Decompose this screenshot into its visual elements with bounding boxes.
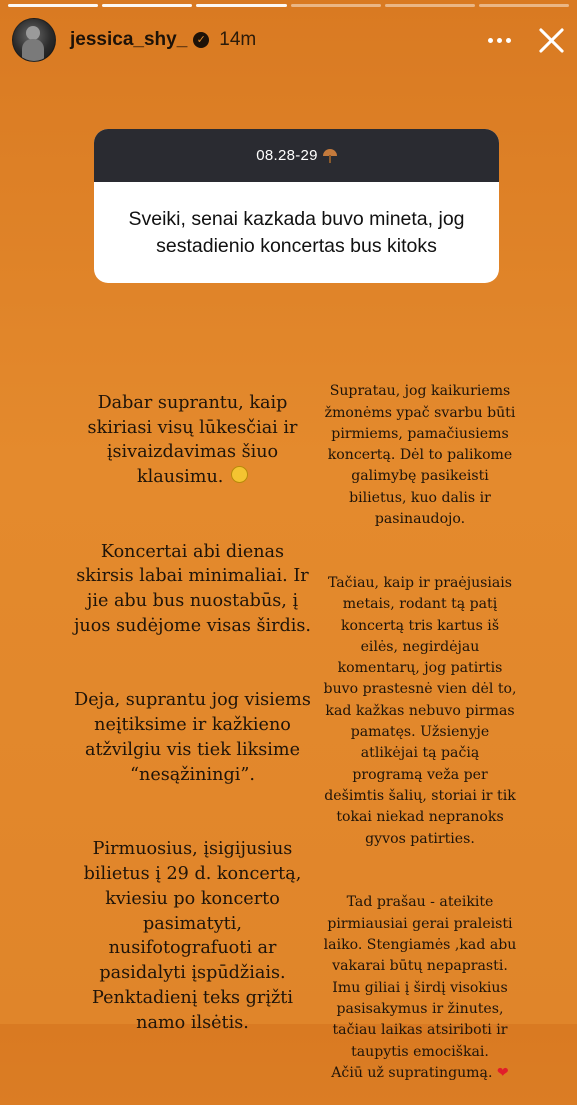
answer-paragraph: Deja, suprantu jog visiems neįtiksime ir kažkieno atžvilgiu vis tiek liksime “nesąžiningi”. (74, 690, 311, 785)
answer-left-column (70, 366, 315, 1060)
answer-paragraph: Tad prašau - ateikite pirmiausiai gerai praleisti laiko. Stengiamės ,kad abu vakarai būtų nepaprasti. Imu giliai į širdį visokius pasisakymus ir žinutes, tačiau laikas atsiriboti ir taupytis emociškai. Ačiū už supratingumą. ❤ (323, 894, 517, 1081)
heart-icon: ❤ (496, 1064, 509, 1081)
answer-paragraph: Tačiau, kaip ir praėjusiais metais, rodant tą patį koncertą tris kartus iš eilės, negirdėjau komentarų, jog patirtis buvo prastesnė vien dėl to, kad kažkas nebuvo pirmas pamatęs. Užsienyje atlikėjai tą pačią programą veža per dešimtis šalių, storiai ir tik tokai niekad nepranoks gyvos patirties. (323, 574, 517, 847)
question-header (94, 129, 499, 182)
answer-paragraph: Dabar suprantu, kaip skiriasi visų lūkesčiai ir įsivaizdavimas šiuo klausimu. (87, 392, 298, 488)
answer-paragraph: Supratau, jog kaikuriems žmonėms ypač svarbu būti pirmiems, pamačiusiems koncertą. Dėl to palikome galimybę pasikeisti bilietus, kuo dalis ir pasinaudojo. (324, 383, 516, 528)
verified-badge-icon: ✓ (193, 32, 209, 48)
story-progress (8, 4, 569, 7)
story-segment (479, 4, 569, 7)
more-icon[interactable] (488, 38, 511, 43)
story-segment (102, 4, 192, 7)
story-segment (291, 4, 381, 7)
username[interactable]: jessica_shy_ (70, 29, 188, 50)
sweat-smile-icon (231, 466, 248, 483)
question-text: Sveiki, senai kazkada buvo mineta, jog sestadienio koncertas bus kitoks (128, 207, 465, 257)
answer-right-column (322, 360, 518, 1105)
umbrella-icon (323, 149, 337, 163)
story-segment (196, 4, 286, 7)
answer-paragraph: Koncertai abi dienas skirsis labai minimaliai. Ir jie abu bus nuostabūs, į juos sudėjome visas širdis. (73, 541, 312, 636)
avatar[interactable] (12, 18, 56, 62)
close-icon[interactable] (537, 26, 565, 54)
post-time: 14m (219, 29, 257, 50)
story-segment (8, 4, 98, 7)
story-header (12, 16, 565, 64)
answer-paragraph: Pirmuosius, įsigijusius bilietus į 29 d. koncertą, kviesiu po koncerto pasimatyti, nusifotografuoti ar pasidalyti įspūdžiais. Penktadienį teks grįžti namo ilsėtis. (83, 839, 302, 1033)
story-segment (385, 4, 475, 7)
question-sticker[interactable] (94, 129, 499, 283)
question-header-text: 08.28-29 (256, 147, 318, 164)
